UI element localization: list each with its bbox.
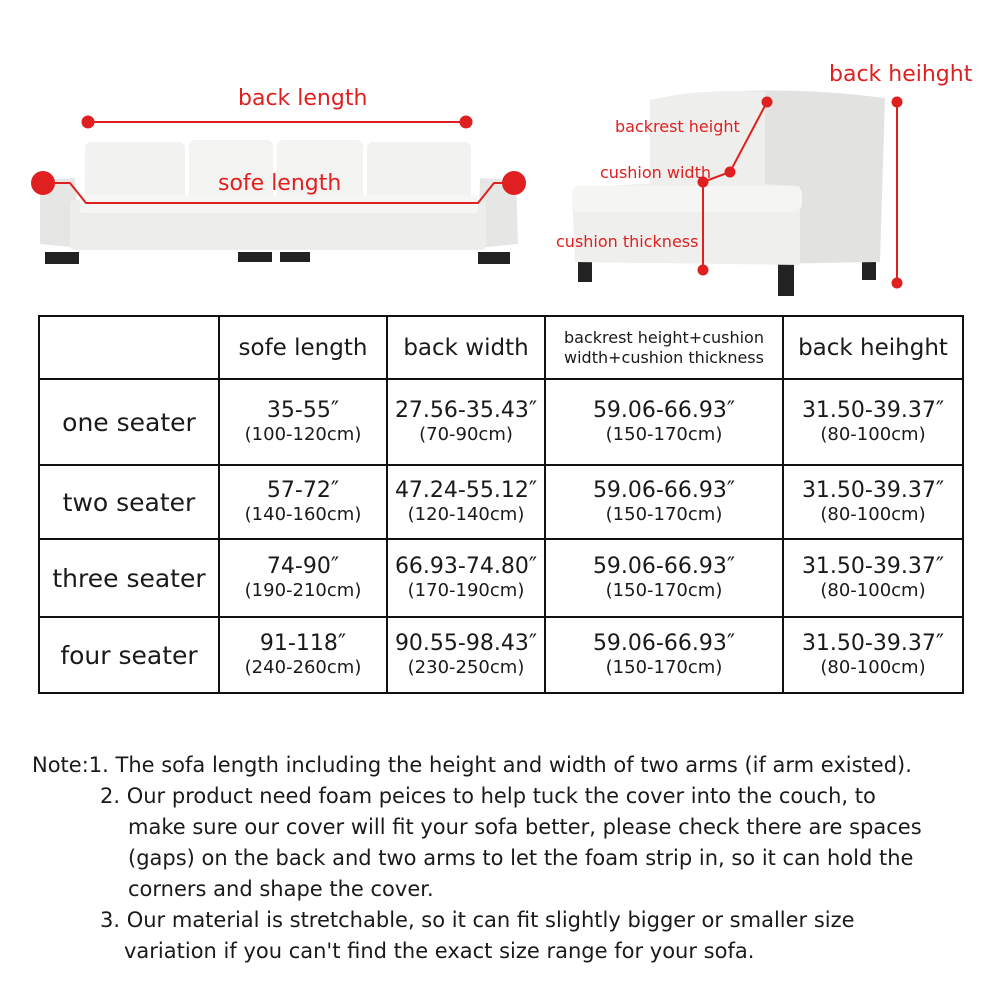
value-inches: 90.55-98.43″ xyxy=(394,631,538,656)
value-inches: 59.06-66.93″ xyxy=(592,554,736,579)
value-inches: 66.93-74.80″ xyxy=(394,554,538,579)
note-2-line-1: 2. Our product need foam peices to help tuck the cover into the couch, to xyxy=(100,784,876,808)
value-inches: 31.50-39.37″ xyxy=(801,631,945,656)
table-row xyxy=(39,465,963,539)
note-2-line-3: (gaps) on the back and two arms to let the foam strip in, so it can hold the xyxy=(128,846,914,870)
cell-sofe-length xyxy=(219,539,387,617)
row-label: three seater xyxy=(39,539,219,617)
cell-sofe-length xyxy=(219,617,387,693)
header-sofe-length: sofe length xyxy=(219,316,387,379)
cell-back-width xyxy=(387,539,545,617)
value-cm: (100-120cm) xyxy=(244,424,362,445)
note-2-line-4: corners and shape the cover. xyxy=(128,877,434,901)
sofa-illustration xyxy=(0,0,1000,310)
value-cm: (80-100cm) xyxy=(820,580,926,601)
value-inches: 35-55″ xyxy=(266,398,340,423)
table-row xyxy=(39,539,963,617)
cell-backrest-cushion xyxy=(545,617,783,693)
value-cm: (150-170cm) xyxy=(605,657,723,678)
value-cm: (150-170cm) xyxy=(605,424,723,445)
value-cm: (170-190cm) xyxy=(407,580,525,601)
sofe-length-label: sofe length xyxy=(218,171,342,196)
note-3-line-2: variation if you can't find the exact size range for your sofa. xyxy=(124,939,755,963)
notes-section xyxy=(32,750,982,967)
cell-back-height xyxy=(783,617,963,693)
cell-back-width xyxy=(387,617,545,693)
value-cm: (190-210cm) xyxy=(244,580,362,601)
cell-backrest-cushion xyxy=(545,539,783,617)
cell-backrest-cushion xyxy=(545,465,783,539)
header-backrest-cushion xyxy=(545,316,783,379)
header-back-width: back width xyxy=(387,316,545,379)
note-1 xyxy=(32,750,982,781)
value-inches: 59.06-66.93″ xyxy=(592,398,736,423)
header-backrest-line1: backrest height+cushion xyxy=(564,327,764,347)
note-3-line-1: 3. Our material is stretchable, so it can fit slightly bigger or smaller size xyxy=(100,908,855,932)
row-label: one seater xyxy=(39,379,219,465)
value-inches: 57-72″ xyxy=(266,478,340,503)
value-inches: 31.50-39.37″ xyxy=(801,398,945,423)
value-cm: (150-170cm) xyxy=(605,504,723,525)
cell-back-height xyxy=(783,379,963,465)
row-label: two seater xyxy=(39,465,219,539)
header-back-height: back heihght xyxy=(783,316,963,379)
back-height-label: back heihght xyxy=(829,62,973,87)
cushion-thickness-label: cushion thickness xyxy=(556,232,699,251)
value-inches: 27.56-35.43″ xyxy=(394,398,538,423)
cell-back-height xyxy=(783,465,963,539)
value-cm: (80-100cm) xyxy=(820,504,926,525)
value-cm: (70-90cm) xyxy=(419,424,513,445)
note-2-line-2: make sure our cover will fit your sofa better, please check there are spaces xyxy=(128,815,922,839)
value-inches: 91-118″ xyxy=(259,631,347,656)
header-backrest-line2: width+cushion thickness xyxy=(564,347,764,367)
back-length-label: back length xyxy=(238,86,368,111)
row-label: four seater xyxy=(39,617,219,693)
back-height-marker xyxy=(892,97,902,288)
table-row xyxy=(39,617,963,693)
cell-backrest-cushion xyxy=(545,379,783,465)
backrest-height-label: backrest height xyxy=(615,117,740,136)
value-inches: 31.50-39.37″ xyxy=(801,478,945,503)
cell-sofe-length xyxy=(219,465,387,539)
table-row xyxy=(39,379,963,465)
value-cm: (120-140cm) xyxy=(407,504,525,525)
cell-back-width xyxy=(387,465,545,539)
note-1-text: 1. The sofa length including the height and width of two arms (if arm existed). xyxy=(88,753,912,777)
value-inches: 59.06-66.93″ xyxy=(592,478,736,503)
value-cm: (150-170cm) xyxy=(605,580,723,601)
value-inches: 31.50-39.37″ xyxy=(801,554,945,579)
value-inches: 74-90″ xyxy=(266,554,340,579)
cell-back-width xyxy=(387,379,545,465)
value-cm: (140-160cm) xyxy=(244,504,362,525)
value-inches: 47.24-55.12″ xyxy=(394,478,538,503)
header-cell-empty xyxy=(39,316,219,379)
value-cm: (80-100cm) xyxy=(820,657,926,678)
back-length-marker xyxy=(82,116,472,128)
value-cm: (80-100cm) xyxy=(820,424,926,445)
value-inches: 59.06-66.93″ xyxy=(592,631,736,656)
value-cm: (240-260cm) xyxy=(244,657,362,678)
cell-sofe-length xyxy=(219,379,387,465)
cell-back-height xyxy=(783,539,963,617)
table-header-row xyxy=(39,316,963,379)
note-prefix: Note: xyxy=(32,753,89,777)
cushion-width-label: cushion width xyxy=(600,163,711,182)
size-table xyxy=(38,315,964,694)
value-cm: (230-250cm) xyxy=(407,657,525,678)
